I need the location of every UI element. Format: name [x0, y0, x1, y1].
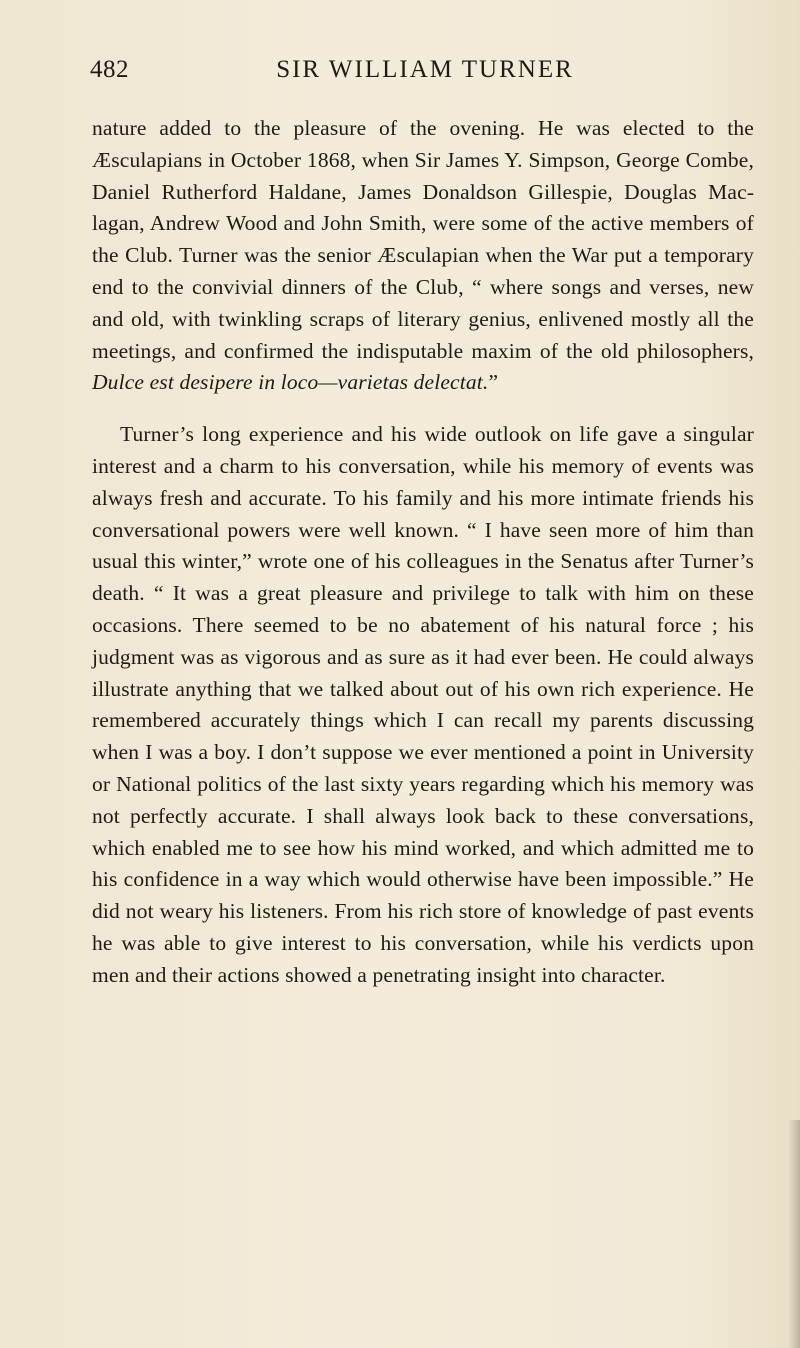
paragraph-1-text: nature added to the pleasure of the ovening. He was elected to the Æsculapians in October 1868, when Sir James Y. Simpson, George Combe, Daniel Rutherford Haldane, James Donaldson Gillespie, Douglas Maclagan, Andrew Wood and John Smith, were some of the active members of the Club. Turner was the senior Æsculapian when the War put a temporary end to the convivial dinners of the Club, “ where songs and verses, new and old, with twinkling scraps of literary genius, enlivened mostly all the meetings, and confirmed the indisputable maxim of the old philosophers,: [92, 116, 754, 363]
page-header: [90, 56, 740, 96]
paragraph-2: Turner’s long experience and his wide outlook on life gave a singular interest and a charm to his conversation, while his memory of events was always fresh and accurate. To his family and his more intimate friends his conversational powers were well known. “ I have seen more of him than usual this winter,” wrote one of his colleagues in the Senatus after Turner’s death. “ It was a great pleasure and privilege to talk with him on these occasions. There seemed to be no abatement of his natural force ; his judgment was as vigorous and as sure as it had ever been. He could always illustrate anything that we talked about out of his own rich experience. He remembered accurately things which I can recall my parents discussing when I was a boy. I don’t suppose we ever mentioned a point in University or National politics of the last sixty years regarding which his memory was not perfectly accurate. I shall always look back to these conversations, which enabled me to see how his mind worked, and which admitted me to his confidence in a way which would otherwise have been impossible.” He did not weary his listeners. From his rich store of knowledge of past events he was able to give interest to his conversation, while his verdicts upon men and their actions showed a penetrating insight into character.: [92, 422, 754, 987]
paragraph-1: [92, 113, 754, 399]
running-head: SIR WILLIAM TURNER: [276, 56, 574, 83]
page-edge-shadow: [788, 1120, 800, 1348]
latin-quotation: Dulce est desipere in loco—varietas delectat.: [92, 370, 489, 395]
closing-quote: ”: [488, 370, 499, 395]
page-number: 482: [90, 56, 129, 83]
body-text: [92, 113, 754, 992]
